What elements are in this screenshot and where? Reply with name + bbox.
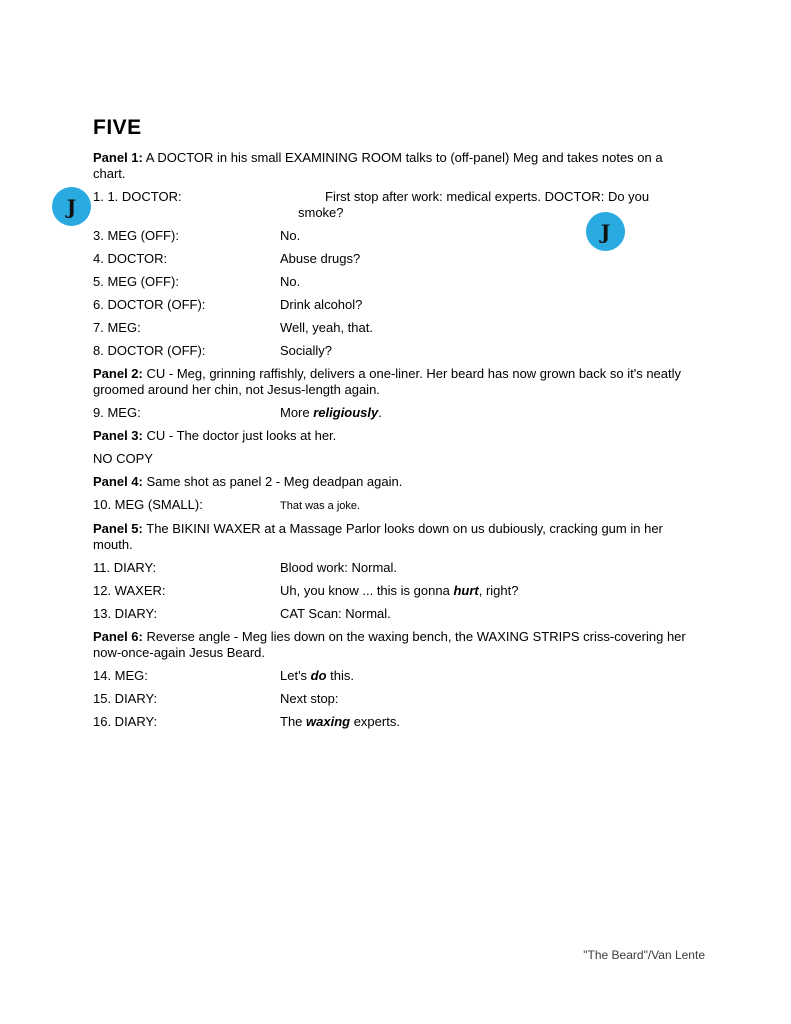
dialogue-row-6 <box>93 297 698 313</box>
dialogue-row-9 <box>93 405 698 421</box>
dialogue-row-13 <box>93 606 698 622</box>
dialogue-row-11 <box>93 560 698 576</box>
dialogue-row-10 <box>93 497 698 514</box>
panel-2-text: CU - Meg, grinning raffishly, delivers a one-liner. Her beard has now grown back so it's neatly groomed around her chin, not Jesus-length again. <box>93 366 682 397</box>
panel-4-text: Same shot as panel 2 - Meg deadpan again. <box>146 474 403 489</box>
dialogue-text: That was a joke. <box>280 500 361 512</box>
panel-5-description <box>93 521 698 553</box>
panel-1-label: Panel 1: <box>93 150 143 165</box>
panel-1-text: A DOCTOR in his small EXAMINING ROOM talks to (off-panel) Meg and takes notes on a chart. <box>93 150 663 181</box>
panel-6-description <box>93 629 698 661</box>
dialogue-text: Let's do this. <box>280 668 355 683</box>
dialogue-text: Blood work: Normal. <box>280 560 398 575</box>
speaker-label: 15. DIARY: <box>93 691 158 706</box>
annotation-badge-label: J <box>66 194 77 219</box>
annotation-badge-j-1[interactable] <box>52 187 91 226</box>
dialogue-row-16 <box>93 714 698 730</box>
panel-6-label: Panel 6: <box>93 629 143 644</box>
panel-2-label: Panel 2: <box>93 366 143 381</box>
speaker-label: 4. DOCTOR: <box>93 251 168 266</box>
dialogue-row-4 <box>93 251 698 267</box>
annotation-badge-label: J <box>600 219 611 244</box>
dialogue-text: Abuse drugs? <box>280 251 361 266</box>
speaker-label: 13. DIARY: <box>93 606 158 621</box>
panel-3-description <box>93 428 698 444</box>
no-copy-line: NO COPY <box>93 451 153 466</box>
dialogue-text: Drink alcohol? <box>280 297 363 312</box>
speaker-label: 16. DIARY: <box>93 714 158 729</box>
dialogue-text: More religiously. <box>280 405 382 420</box>
speaker-label: 3. MEG (OFF): <box>93 228 179 243</box>
dialogue-row-15 <box>93 691 698 707</box>
dialogue-row-14 <box>93 668 698 684</box>
panel-2-description <box>93 366 698 398</box>
speaker-label: 12. WAXER: <box>93 583 166 598</box>
panel-5-text: The BIKINI WAXER at a Massage Parlor looks down on us dubiously, cracking gum in her mouth. <box>93 521 663 552</box>
panel-4-description <box>93 474 698 490</box>
dialogue-text: CAT Scan: Normal. <box>280 606 391 621</box>
dialogue-row-5 <box>93 274 698 290</box>
speaker-label: 9. MEG: <box>93 405 141 420</box>
dialogue-text: No. <box>280 228 301 243</box>
dialogue-line-1: First stop after work: medical experts. DOCTOR: Do you <box>325 189 650 204</box>
speaker-label: 8. DOCTOR (OFF): <box>93 343 206 358</box>
panel-3-label: Panel 3: <box>93 428 143 443</box>
panel-6-text: Reverse angle - Meg lies down on the waxing bench, the WAXING STRIPS criss-covering her now-once-again Jesus Beard. <box>93 629 686 660</box>
dialogue-text: The waxing experts. <box>280 714 400 729</box>
dialogue-text: Uh, you know ... this is gonna hurt, right? <box>280 583 519 598</box>
dialogue-text: Socially? <box>280 343 333 358</box>
panel-5-label: Panel 5: <box>93 521 143 536</box>
dialogue-line-2: smoke? <box>298 205 344 220</box>
footer-credit: "The Beard"/Van Lente <box>583 948 705 962</box>
dialogue-text <box>298 189 743 221</box>
dialogue-row-8 <box>93 343 698 359</box>
speaker-label: 1. 1. DOCTOR: <box>93 189 182 204</box>
dialogue-row-12 <box>93 583 698 599</box>
speaker-label: 11. DIARY: <box>93 560 157 575</box>
dialogue-row-7 <box>93 320 698 336</box>
speaker-label: 6. DOCTOR (OFF): <box>93 297 206 312</box>
speaker-label: 7. MEG: <box>93 320 141 335</box>
speaker-label: 5. MEG (OFF): <box>93 274 179 289</box>
panel-1-description <box>93 150 698 182</box>
speaker-label: 14. MEG: <box>93 668 148 683</box>
dialogue-text: Next stop: <box>280 691 339 706</box>
panel-4-label: Panel 4: <box>93 474 143 489</box>
dialogue-text: No. <box>280 274 301 289</box>
speaker-label: 10. MEG (SMALL): <box>93 497 203 512</box>
annotation-badge-j-2[interactable] <box>586 212 625 251</box>
panel-3-text: CU - The doctor just looks at her. <box>146 428 337 443</box>
dialogue-text: Well, yeah, that. <box>280 320 373 335</box>
page-title: FIVE <box>93 116 142 139</box>
